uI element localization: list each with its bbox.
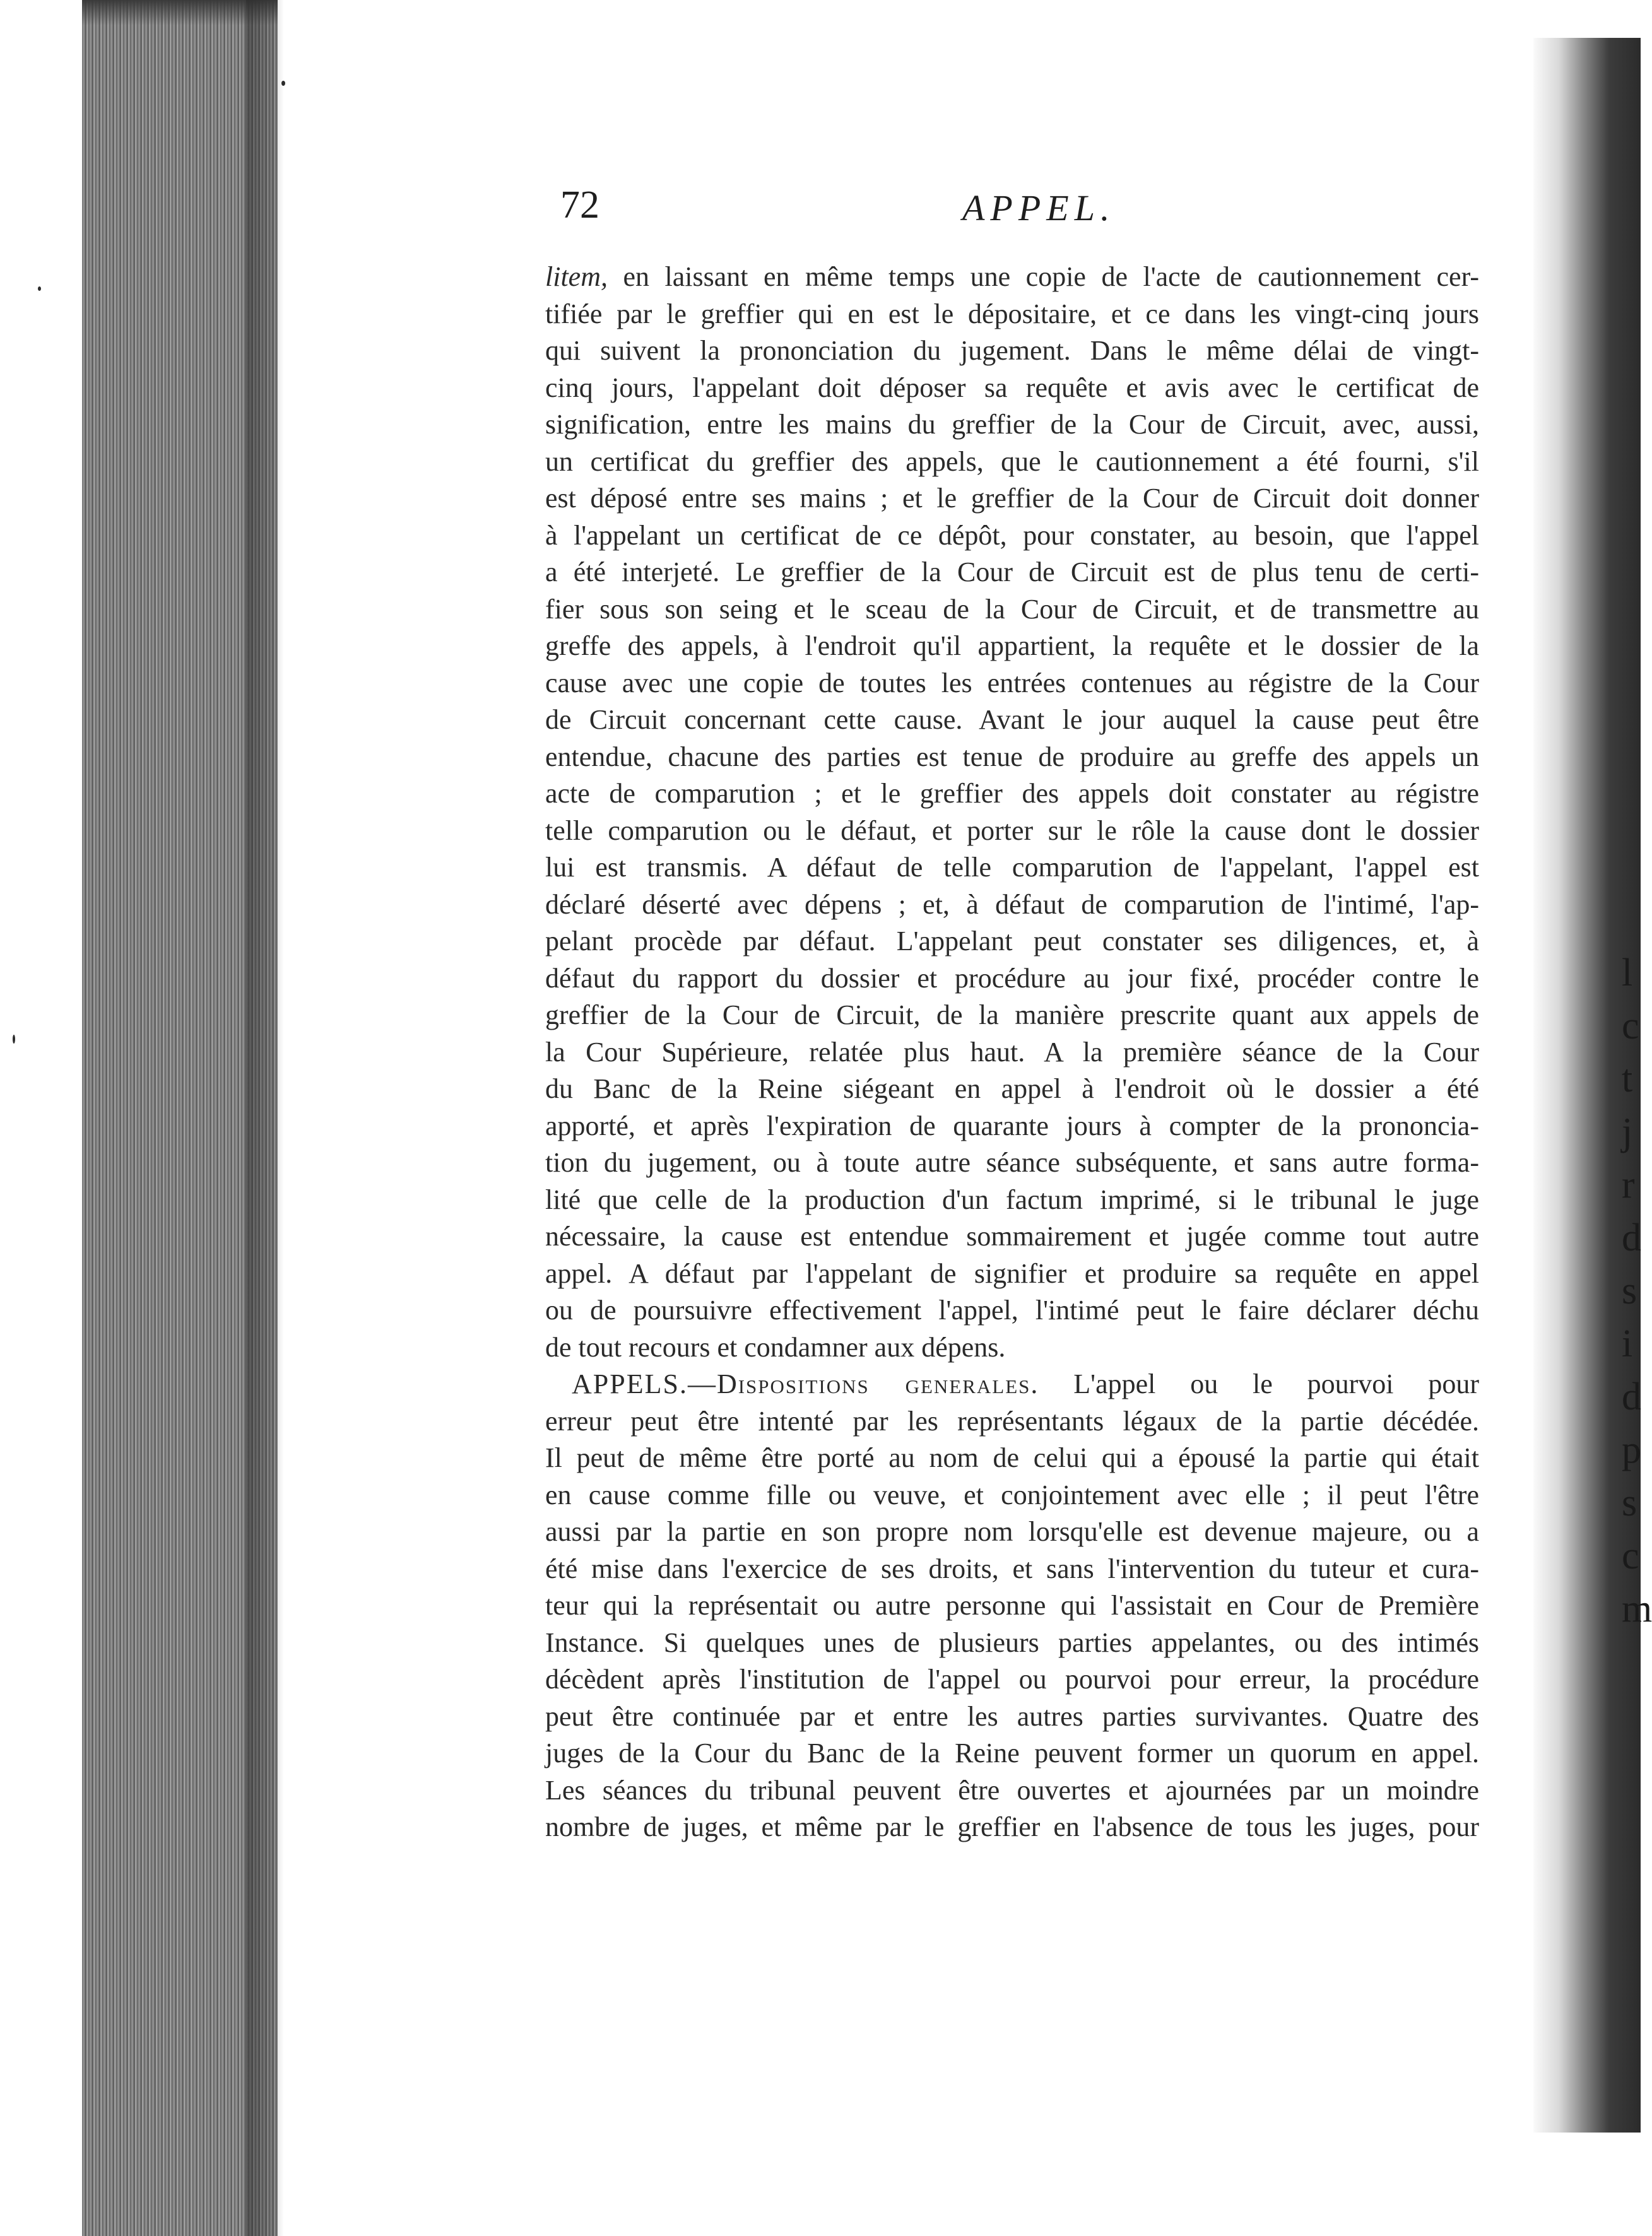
next-page-letter: d [1622,1216,1641,1259]
paragraph-1 [545,259,1479,1366]
text-line: de Circuit concernant cette cause. Avant le jour auquel la cause peut être [545,704,1479,735]
next-page-letter: p [1622,1428,1641,1471]
text-line: de tout recours et condamner aux dépens. [545,1331,1006,1363]
text-line: peut être continuée par et entre les autres parties survivantes. Quatre des [545,1700,1479,1732]
text-line: lui est transmis. A défaut de telle comparution de l'appelant, l'appel est [545,852,1479,883]
text-line: en cause comme fille ou veuve, et conjointement avec elle ; il peut l'être [545,1479,1479,1510]
text-line: cinq jours, l'appelant doit déposer sa requête et avis avec le certificat de [545,372,1479,403]
text-line: défaut du rapport du dossier et procédure au jour fixé, procéder contre le [545,962,1479,994]
text-line: apporté, et après l'expiration de quarante jours à compter de la prononcia- [545,1110,1479,1141]
next-page-letter: r [1622,1163,1635,1206]
text-line: litem, en laissant en même temps une copie de l'acte de cautionnement cer- [545,261,1479,292]
text-line: appel. A défaut par l'appelant de signifier et produire sa requête en appel [545,1257,1479,1289]
scan-speck [38,286,41,291]
text-line: été mise dans l'exercice de ses droits, et sans l'intervention du tuteur et cura- [545,1553,1479,1584]
next-page-edge [1622,946,1652,1893]
text-line: qui suivent la prononciation du jugement. Dans le même délai de vingt- [545,335,1479,366]
text-line: lité que celle de la production d'un factum imprimé, si le tribunal le juge [545,1184,1479,1215]
text-line: tion du jugement, ou à toute autre séance subséquente, et sans autre forma- [545,1147,1479,1178]
next-page-letter: c [1622,1004,1639,1047]
next-page-letter: l [1622,951,1633,994]
text-line: entendue, chacune des parties est tenue de produire au greffe des appels un [545,741,1479,772]
page-edge-shadow [246,0,284,2236]
text-line: Les séances du tribunal peuvent être ouvertes et ajournées par un moindre [545,1774,1479,1806]
text-line: aussi par la partie en son propre nom lorsqu'elle est devenue majeure, ou a [545,1516,1479,1547]
text-line: Il peut de même être porté au nom de celui qui a épousé la partie qui était [545,1442,1479,1473]
paragraph-2 [545,1366,1479,1846]
text-line: greffe des appels, à l'endroit qu'il appartient, la requête et le dossier de la [545,630,1479,661]
page-number: 72 [560,184,599,227]
text-line: telle comparution ou le défaut, et porter sur le rôle la cause dont le dossier [545,815,1479,846]
running-title: APPEL. [962,187,1116,228]
next-page-letter: t [1622,1057,1633,1100]
text-line: du Banc de la Reine siégeant en appel à l'endroit où le dossier a été [545,1073,1479,1104]
text-line: nécessaire, la cause est entendue sommairement et jugée comme tout autre [545,1221,1479,1252]
text-line: nombre de juges, et même par le greffier en l'absence de tous les juges, pour [545,1811,1479,1842]
next-page-letter: d [1622,1375,1641,1418]
next-page-letter: m [1622,1587,1652,1630]
next-page-letter: s [1622,1269,1637,1312]
text-line: déclaré déserté avec dépens ; et, à défaut de comparution de l'intimé, l'ap- [545,888,1479,920]
text-line: à l'appelant un certificat de ce dépôt, pour constater, au besoin, que l'appel [545,519,1479,551]
text-line: tifiée par le greffier qui en est le dépositaire, et ce dans les vingt-cinq jours [545,298,1479,329]
text-line: erreur peut être intenté par les représentants légaux de la partie décédée. [545,1405,1479,1437]
text-line: acte de comparution ; et le greffier des appels doit constater au régistre [545,778,1479,809]
text-line: fier sous son seing et le sceau de la Cour de Circuit, et de transmettre au [545,593,1479,625]
text-line: un certificat du greffier des appels, que le cautionnement a été fourni, s'il [545,445,1479,477]
scan-speck [13,1035,15,1044]
next-page-letter: s [1622,1481,1637,1524]
text-line: la Cour Supérieure, relatée plus haut. A la première séance de la Cour [545,1036,1479,1068]
text-line: teur qui la représentait ou autre personne qui l'assistait en Cour de Première [545,1590,1479,1621]
next-page-letter: c [1622,1534,1639,1577]
paragraph-2-first-line-text: L'appel ou le pourvoi pour [1039,1368,1479,1399]
text-line: cause avec une copie de toutes les entrées contenues au régistre de la Cour [545,667,1479,698]
italic-word: litem, [545,261,608,292]
scan-speck [281,81,285,86]
next-page-letter: i [1622,1322,1633,1365]
text-line: greffier de la Cour de Circuit, de la manière prescrite quant aux appels de [545,999,1479,1030]
text-line: ou de poursuivre effectivement l'appel, l'intimé peut le faire déclarer déchu [545,1295,1479,1326]
text-line: signification, entre les mains du greffier de la Cour de Circuit, avec, aussi, [545,409,1479,440]
text-line: pelant procède par défaut. L'appelant peut constater ses diligences, et, à [545,926,1479,956]
text-line: Instance. Si quelques unes de plusieurs parties appelantes, ou des intimés [545,1627,1479,1658]
page-body [545,259,1479,1846]
next-page-letter: j [1622,1110,1633,1153]
text-line: juges de la Cour du Banc de la Reine peuvent former un quorum en appel. [545,1738,1479,1768]
text-line: décèdent après l'institution de l'appel ou pourvoi pour erreur, la procédure [545,1664,1479,1695]
text-line: a été interjeté. Le greffier de la Cour de Circuit est de plus tenu de certi- [545,556,1479,587]
section-heading: APPELS.—Dispositions generales. [572,1368,1039,1399]
text-line: est déposé entre ses mains ; et le greffier de la Cour de Circuit doit donner [545,483,1479,514]
paragraph-2-first-line [545,1366,1479,1403]
